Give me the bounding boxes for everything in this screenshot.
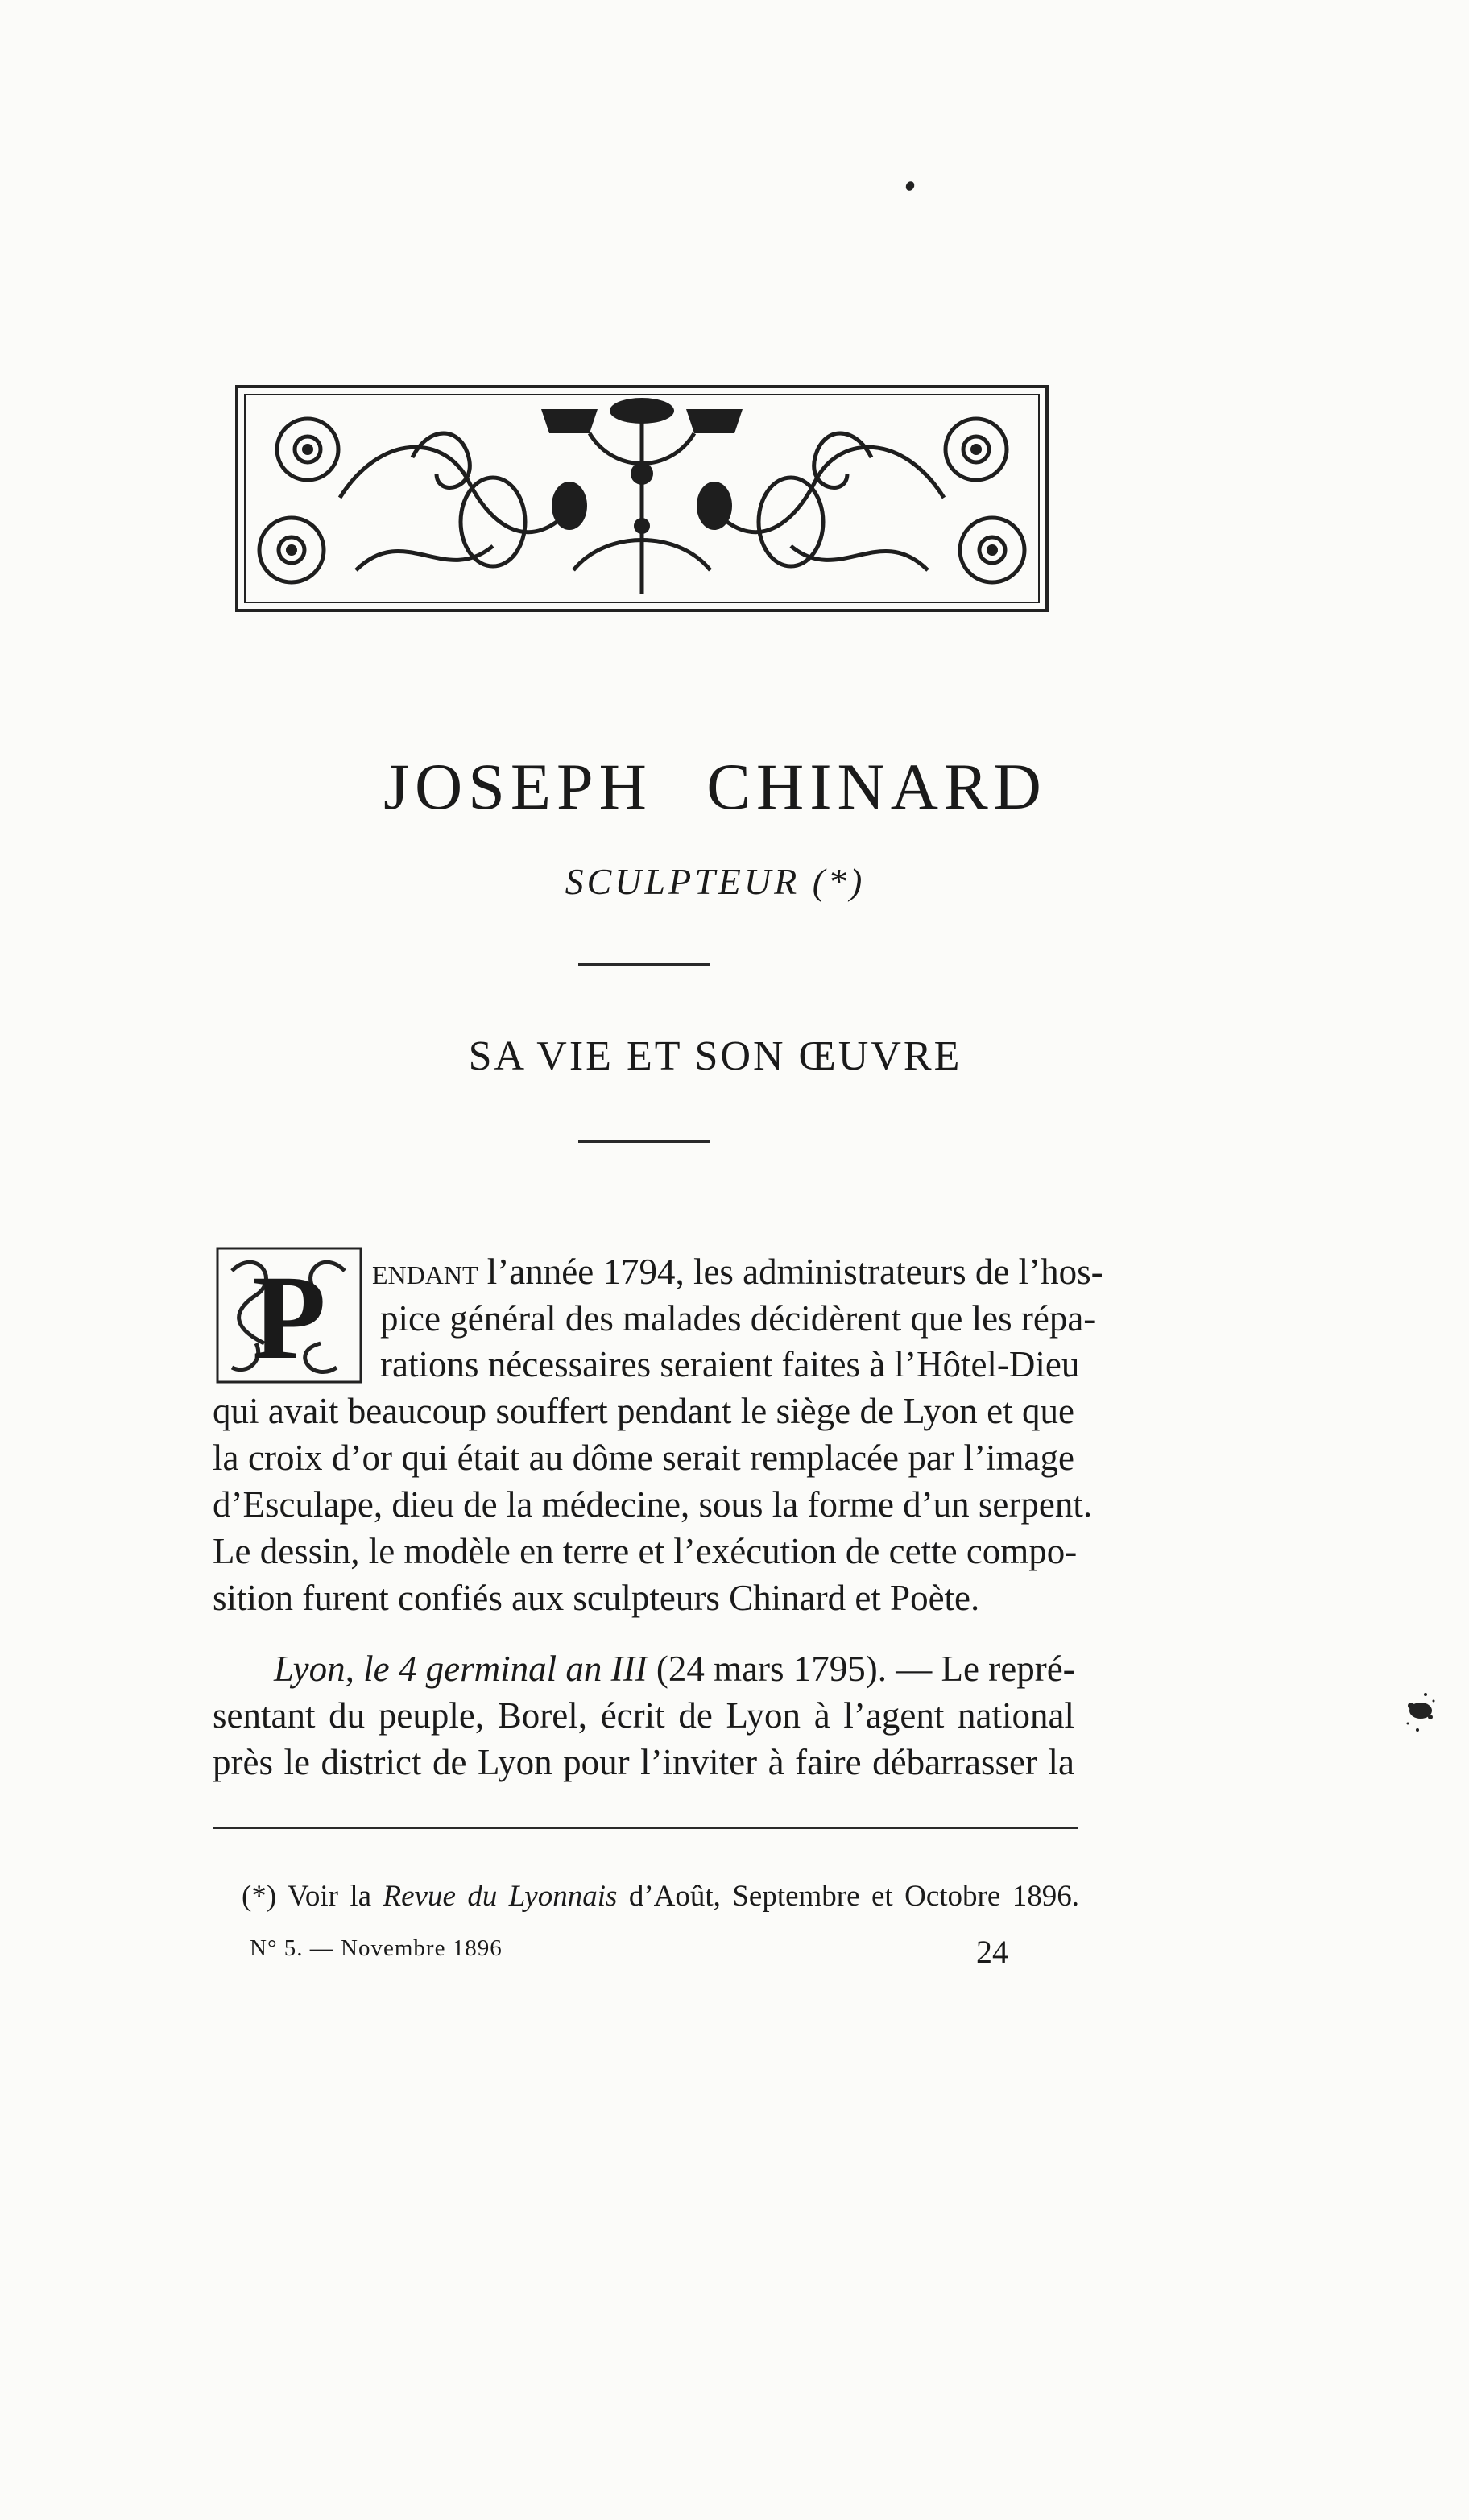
dropcap-letter: P	[252, 1251, 326, 1384]
divider	[578, 963, 710, 966]
ink-blot-icon	[1397, 1682, 1445, 1748]
text-line	[274, 1651, 1074, 1687]
text-line: Le dessin, le modèle en terre et l’exécution de cette compo-	[213, 1531, 1078, 1571]
smallcaps-word: endant	[372, 1252, 478, 1292]
footnote-prefix: (*) Voir la	[242, 1880, 383, 1913]
italic-dateline: Lyon, le 4 germinal an III	[274, 1649, 648, 1689]
subtitle: SCULPTEUR (*)	[565, 861, 866, 902]
text-line	[372, 1252, 1103, 1292]
line-text: (24 mars 1795). — Le repré-	[647, 1649, 1075, 1689]
text-line: sition furent confiés aux sculpteurs Chinard et Poète.	[213, 1578, 980, 1618]
text-line: sentant du peuple, Borel, écrit de Lyon à l’agent national	[213, 1695, 1074, 1736]
page-title: JOSEPH CHINARD	[383, 750, 1047, 823]
text-line: près le district de Lyon pour l’inviter à faire débarrasser la	[213, 1742, 1074, 1782]
section-heading: SA VIE ET SON ŒUVRE	[468, 1033, 962, 1079]
footnote-rule	[213, 1827, 1078, 1829]
text-line: la croix d’or qui était au dôme serait remplacée par l’image	[213, 1438, 1074, 1478]
footnote-title: Revue du Lyonnais	[383, 1880, 618, 1913]
footnote-suffix: d’Août, Septembre et Octobre 1896.	[617, 1880, 1079, 1913]
footnote	[242, 1879, 1079, 1914]
page-number: 24	[976, 1934, 1008, 1970]
divider	[578, 1140, 710, 1143]
text-line: pice général des malades décidèrent que les répa-	[380, 1298, 1096, 1339]
ornamental-dropcap-icon	[216, 1247, 362, 1384]
floral-ornament-icon	[235, 385, 1049, 612]
ink-speck	[904, 180, 917, 192]
issue-line: N° 5. — Novembre 1896	[250, 1935, 503, 1961]
text-line: rations nécessaires seraient faites à l’Hôtel-Dieu	[380, 1344, 1080, 1384]
text-line: qui avait beaucoup souffert pendant le siège de Lyon et que	[213, 1391, 1074, 1431]
line-text: l’année 1794, les administrateurs de l’hos-	[478, 1252, 1103, 1292]
text-line: d’Esculape, dieu de la médecine, sous la forme d’un serpent.	[213, 1484, 1093, 1525]
